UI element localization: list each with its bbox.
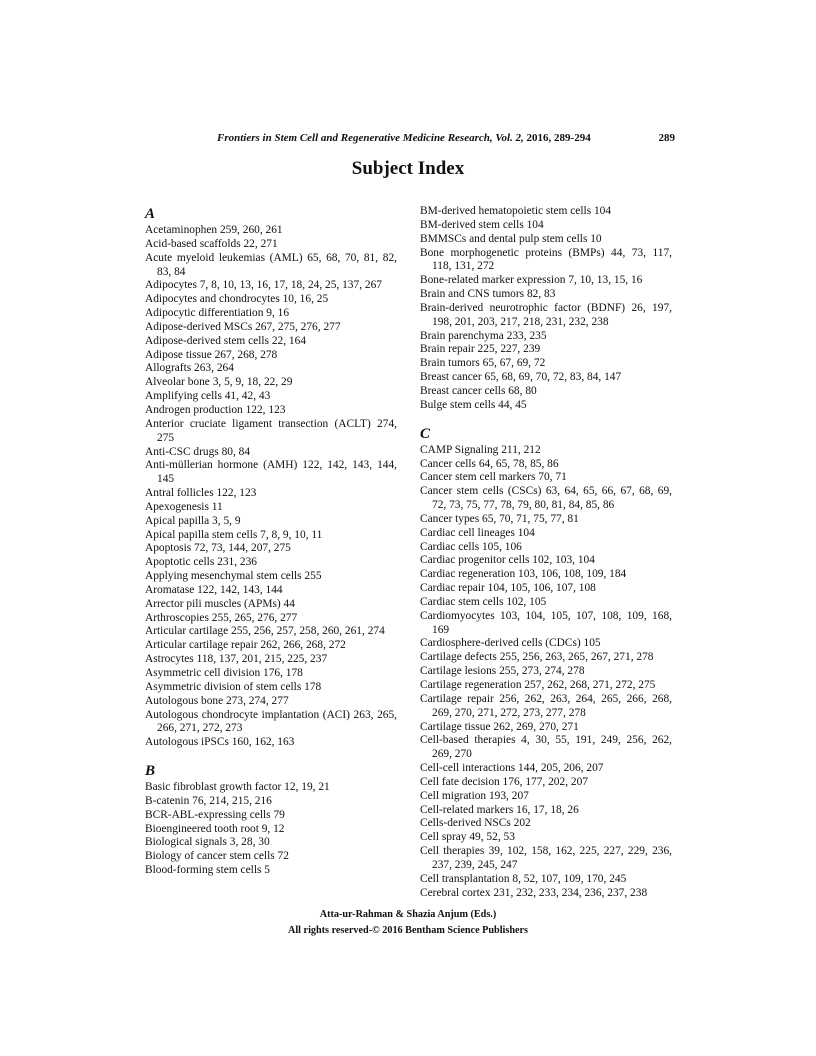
index-entry: Anti-CSC drugs 80, 84 [145, 445, 251, 458]
index-entry: Arthroscopies 255, 265, 276, 277 [145, 611, 298, 624]
index-entry: Adipocytic differentiation 9, 16 [145, 307, 290, 320]
index-entry: Cartilage regeneration 257, 262, 268, 271, 272, 275 [420, 679, 656, 691]
index-entry: Cell transplantation 8, 52, 107, 109, 170, 245 [420, 872, 627, 885]
index-entry: Amplifying cells 41, 42, 43 [145, 390, 271, 403]
index-entry: Anti-müllerian hormone (AMH) 122, 142, 143, 144, 145 [145, 459, 397, 486]
index-entry: Cardiac cells 105, 106 [420, 540, 522, 553]
index-entry: Biological signals 3, 28, 30 [145, 836, 270, 849]
index-entry: Cancer types 65, 70, 71, 75, 77, 81 [420, 512, 579, 525]
index-entry: Cartilage repair 256, 262, 263, 264, 265, 266, 268, 269, 270, 271, 272, 273, 277, 278 [420, 692, 672, 719]
journal-title: Frontiers in Stem Cell and Regenerative Medicine Research, Vol. 2, [217, 132, 524, 144]
index-entry: CAMP Signaling 211, 212 [420, 443, 541, 456]
index-entry: Basic fibroblast growth factor 12, 19, 21 [145, 781, 330, 794]
index-entry: Adipocytes 7, 8, 10, 13, 16, 17, 18, 24, 25, 137, 267 [145, 279, 382, 292]
index-entry: Anterior cruciate ligament transection (ACLT) 274, 275 [145, 417, 397, 444]
index-entry: Blood-forming stem cells 5 [145, 864, 270, 877]
index-entry: Autologous bone 273, 274, 277 [145, 694, 289, 707]
index-entry: Androgen production 122, 123 [145, 403, 286, 416]
index-entry: BM-derived hematopoietic stem cells 104 [420, 205, 612, 217]
index-entry: BM-derived stem cells 104 [420, 218, 544, 231]
index-entry: Apoptotic cells 231, 236 [145, 556, 257, 569]
index-entry: Cancer stem cells (CSCs) 63, 64, 65, 66, 67, 68, 69, 72, 73, 75, 77, 78, 79, 80, 81, 84, 85, 86 [420, 485, 672, 512]
footer-editors: Atta-ur-Rahman & Shazia Anjum (Eds.) [319, 909, 497, 920]
index-column-right [420, 205, 672, 913]
index-entry: Cell-cell interactions 144, 205, 206, 207 [420, 762, 604, 775]
index-entry: Brain and CNS tumors 82, 83 [420, 288, 556, 301]
index-entry: Breast cancer cells 68, 80 [420, 384, 537, 397]
index-entry: Cell spray 49, 52, 53 [420, 831, 515, 844]
index-entry: Astrocytes 118, 137, 201, 215, 225, 237 [145, 653, 328, 666]
index-entry: Adipose-derived stem cells 22, 164 [145, 334, 307, 347]
page-number: 289 [658, 132, 675, 144]
index-entry: Cartilage defects 255, 256, 263, 265, 267, 271, 278 [420, 651, 654, 664]
index-entry: Brain tumors 65, 67, 69, 72 [420, 357, 546, 370]
section-letter: A [145, 206, 156, 222]
index-entry: Arrector pili muscles (APMs) 44 [145, 597, 295, 610]
index-entry: BCR-ABL-expressing cells 79 [145, 808, 285, 821]
index-entry: Brain-derived neurotrophic factor (BDNF) 26, 197, 198, 201, 203, 217, 218, 231, 232, 238 [420, 301, 672, 328]
index-entry: Cardiac cell lineages 104 [420, 526, 535, 539]
index-entry: Cell migration 193, 207 [420, 789, 529, 802]
index-entry: Alveolar bone 3, 5, 9, 18, 22, 29 [145, 376, 293, 389]
index-entry: Brain repair 225, 227, 239 [420, 343, 541, 356]
index-entry: Asymmetric division of stem cells 178 [145, 680, 322, 693]
index-entry: Articular cartilage repair 262, 266, 268, 272 [145, 639, 346, 652]
index-entry: Cardiac stem cells 102, 105 [420, 595, 547, 608]
index-entry: Antral follicles 122, 123 [145, 487, 257, 500]
index-entry: Bone-related marker expression 7, 10, 13, 15, 16 [420, 274, 643, 287]
index-entry: Articular cartilage 255, 256, 257, 258, 260, 261, 274 [145, 625, 385, 638]
index-entry: Cartilage tissue 262, 269, 270, 271 [420, 720, 579, 733]
index-section [420, 205, 672, 413]
index-entry: Aromatase 122, 142, 143, 144 [145, 583, 283, 596]
index-entry: Apical papilla stem cells 7, 8, 9, 10, 11 [145, 528, 323, 541]
index-entry: Cell fate decision 176, 177, 202, 207 [420, 775, 588, 788]
index-entry: Allografts 263, 264 [145, 362, 234, 375]
section-letter: B [145, 763, 156, 780]
index-entry: Asymmetric cell division 176, 178 [145, 667, 303, 679]
index-entry: Apical papilla 3, 5, 9 [145, 514, 241, 527]
index-entry: Cardiosphere-derived cells (CDCs) 105 [420, 637, 601, 650]
index-entry: B-catenin 76, 214, 215, 216 [145, 794, 272, 807]
index-entry: Adipose tissue 267, 268, 278 [145, 348, 278, 361]
index-entry: Autologous chondrocyte implantation (ACI) 263, 265, 266, 271, 272, 273 [145, 708, 397, 735]
index-entry: Cardiomyocytes 103, 104, 105, 107, 108, 109, 168, 169 [420, 609, 672, 636]
index-entry: Adipocytes and chondrocytes 10, 16, 25 [145, 293, 329, 306]
index-entry: Cell-related markers 16, 17, 18, 26 [420, 803, 579, 816]
index-column-left [145, 205, 397, 890]
page-footer [0, 907, 816, 938]
index-entry: Applying mesenchymal stem cells 255 [145, 570, 322, 583]
index-entry: Bulge stem cells 44, 45 [420, 398, 527, 411]
index-entry: Cell-based therapies 4, 30, 55, 191, 249, 256, 262, 269, 270 [420, 734, 672, 761]
footer-rights: All rights reserved-© 2016 Bentham Science Publishers [287, 924, 529, 936]
index-entry: Breast cancer 65, 68, 69, 70, 72, 83, 84, 147 [420, 371, 622, 384]
index-entry: Apexogenesis 11 [145, 500, 223, 513]
index-entry: Cancer cells 64, 65, 78, 85, 86 [420, 457, 559, 470]
index-entry: Cancer stem cell markers 70, 71 [420, 471, 567, 484]
index-entry: Bone morphogenetic proteins (BMPs) 44, 73, 117, 118, 131, 272 [420, 246, 672, 273]
index-entry: Autologous iPSCs 160, 162, 163 [145, 736, 295, 749]
index-entry: Cardiac progenitor cells 102, 103, 104 [420, 554, 595, 567]
index-entry: Brain parenchyma 233, 235 [420, 329, 547, 342]
index-entry: Biology of cancer stem cells 72 [145, 850, 289, 863]
index-entry: Cell therapies 39, 102, 158, 162, 225, 227, 229, 236, 237, 239, 245, 247 [420, 845, 672, 871]
index-entry: Acute myeloid leukemias (AML) 65, 68, 70, 81, 82, 83, 84 [145, 251, 397, 278]
index-entry: Acid-based scaffolds 22, 271 [145, 237, 278, 250]
index-entry: Cells-derived NSCs 202 [420, 817, 531, 830]
page-title: Subject Index [351, 158, 465, 179]
index-entry: Cartilage lesions 255, 273, 274, 278 [420, 665, 585, 678]
index-entry: Apoptosis 72, 73, 144, 207, 275 [145, 542, 291, 555]
index-entry: Bioengineered tooth root 9, 12 [145, 822, 285, 835]
index-section [420, 425, 672, 901]
index-entry: Acetaminophen 259, 260, 261 [145, 224, 283, 236]
index-entry: Cardiac regeneration 103, 106, 108, 109, 184 [420, 568, 627, 581]
journal-citation [217, 132, 591, 144]
index-entry: Cardiac repair 104, 105, 106, 107, 108 [420, 582, 596, 595]
index-section [145, 205, 397, 750]
index-entry: Adipose-derived MSCs 267, 275, 276, 277 [145, 320, 341, 333]
index-section [145, 762, 397, 878]
section-letter: C [420, 425, 431, 442]
journal-year-pages: 2016, 289-294 [526, 132, 591, 144]
index-entry: BMMSCs and dental pulp stem cells 10 [420, 232, 602, 245]
index-entry: Cerebral cortex 231, 232, 233, 234, 236, 237, 238 [420, 886, 648, 899]
